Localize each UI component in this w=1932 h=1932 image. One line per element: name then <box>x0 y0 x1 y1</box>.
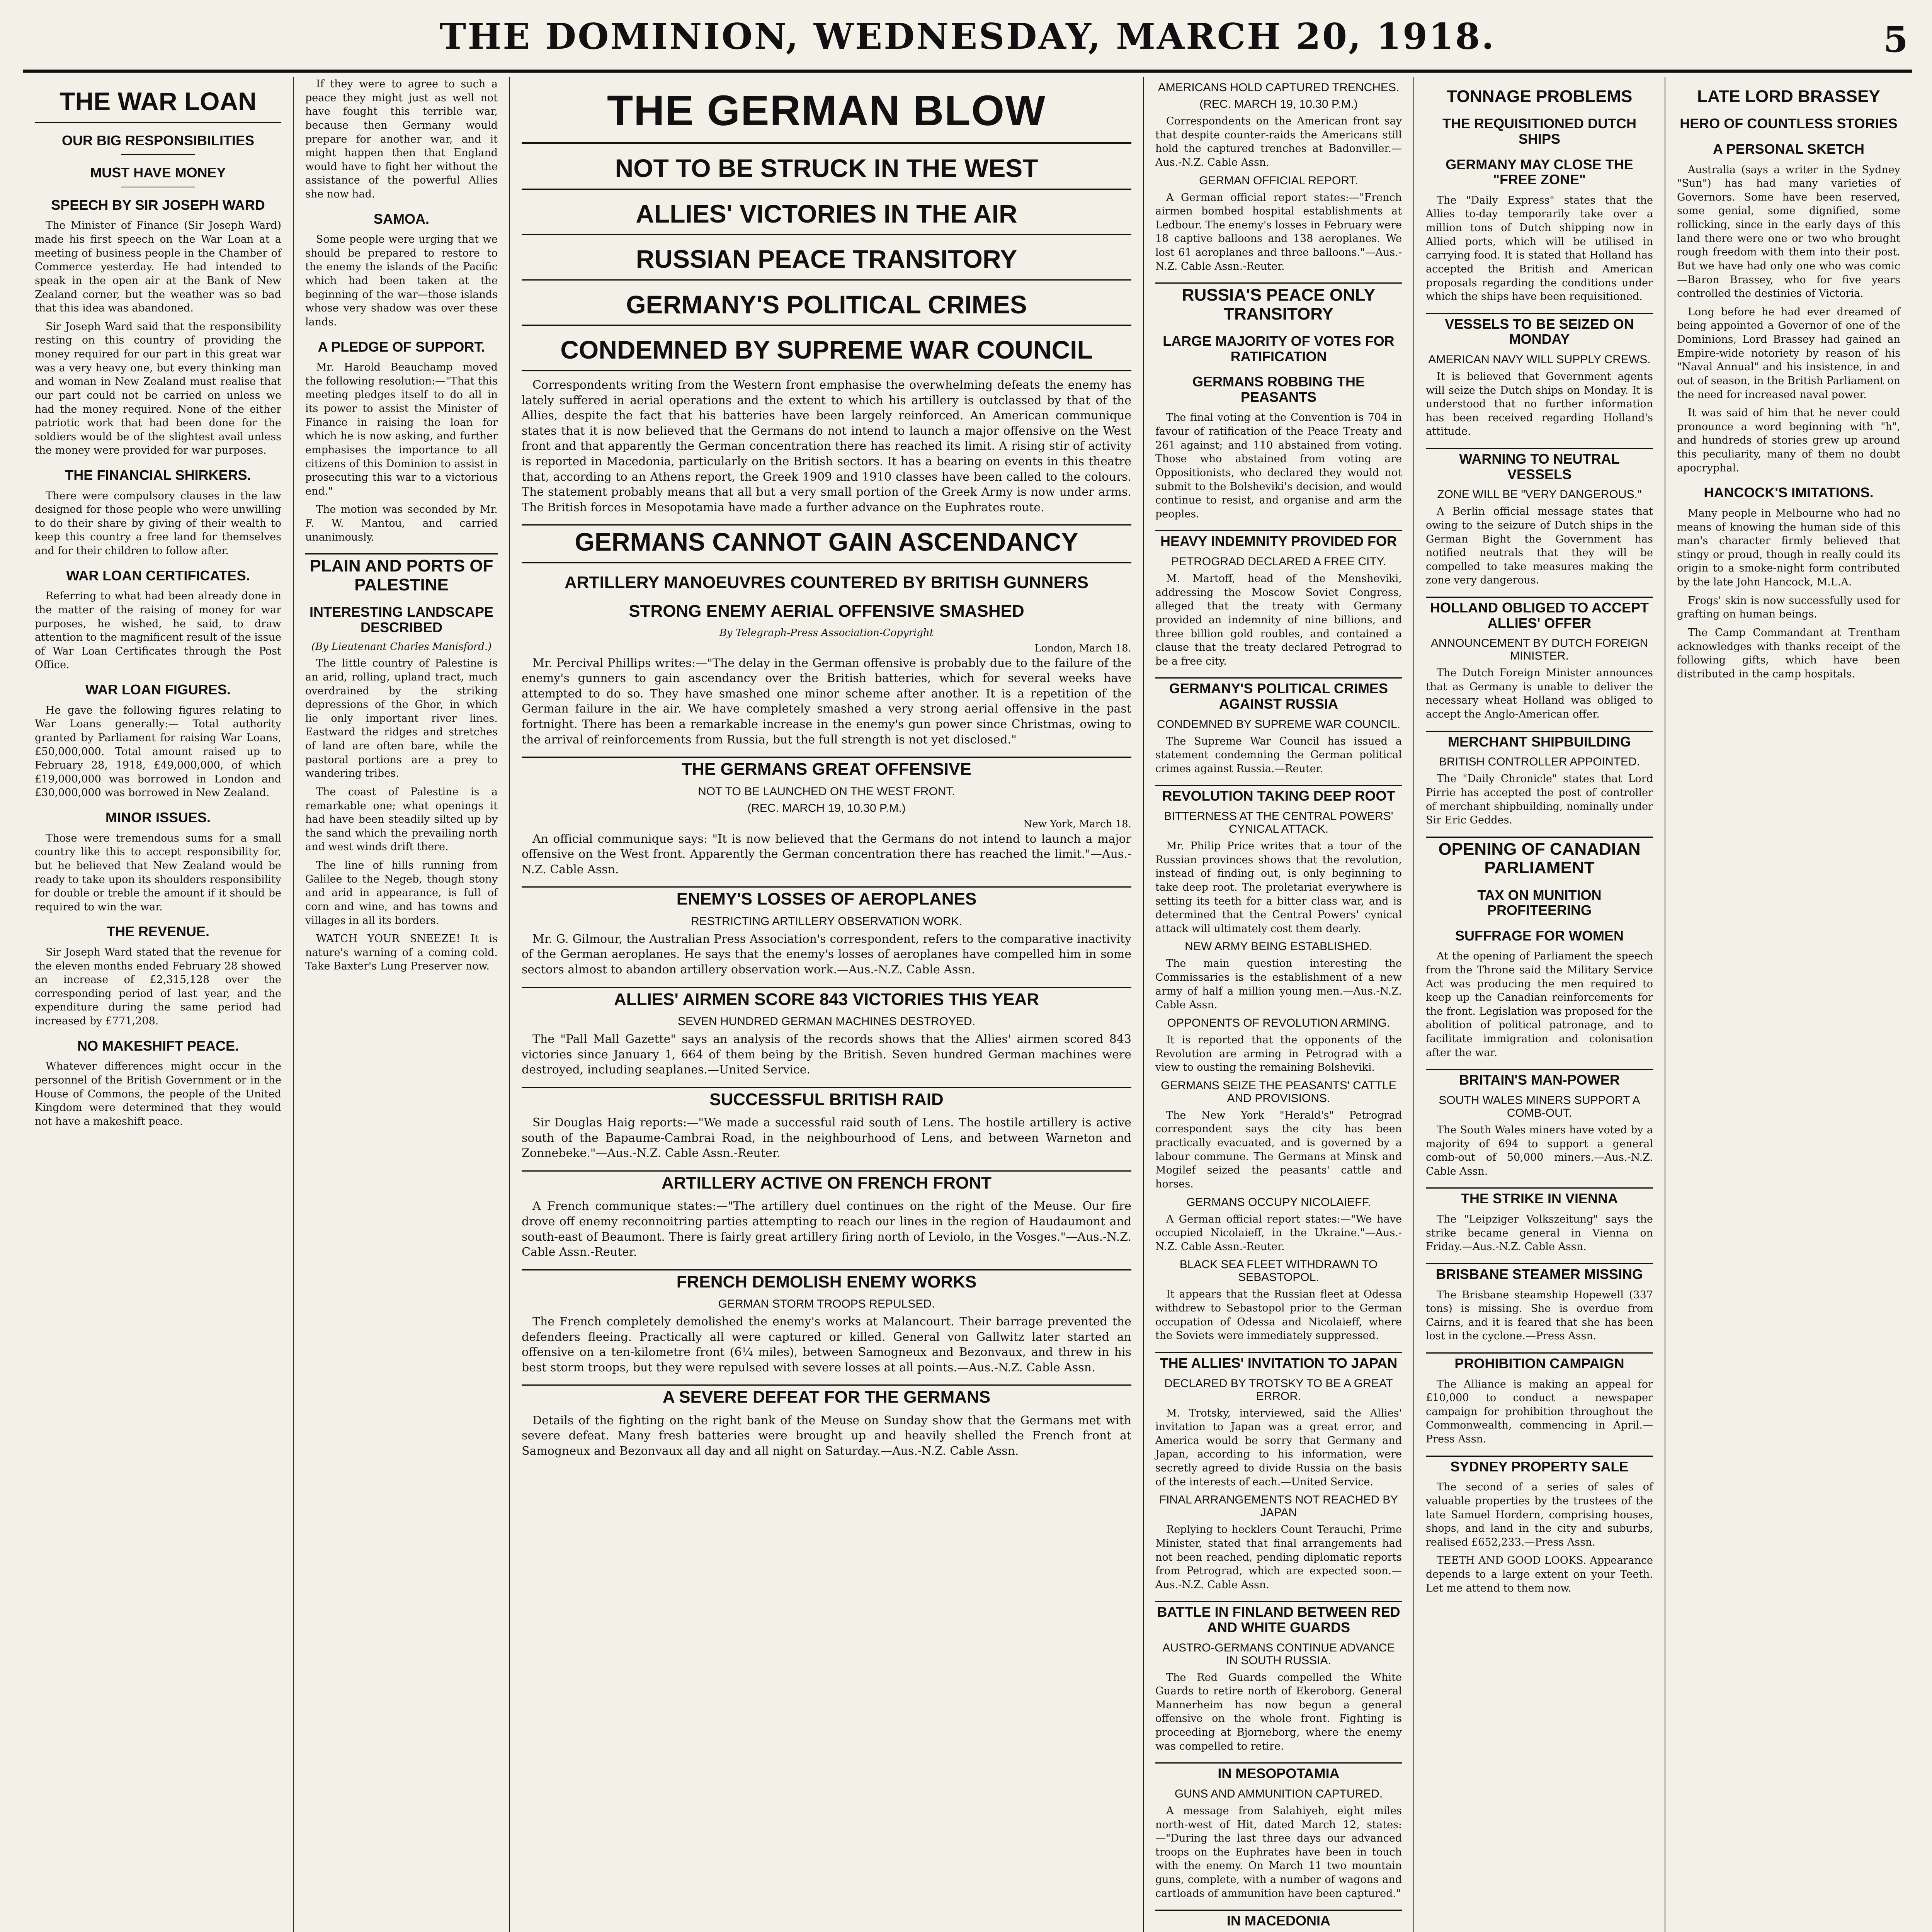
byline: (By Lieutenant Charles Manisford.) <box>311 641 492 653</box>
paragraph: The second of a series of sales of valuable properties by the trustees of the late Samuel Hordern, comprising houses, shops, and land in the city and suburbs, realised £652,233.—Press Assn. <box>1426 1481 1653 1548</box>
deck: AUSTRO-GERMANS CONTINUE ADVANCE IN SOUTH RUSSIA. <box>1162 1641 1395 1667</box>
section-headline: OPPONENTS OF REVOLUTION ARMING. <box>1167 1016 1390 1029</box>
paragraph: A German official report states:—"We have occupied Nicolaieff, in the Ukraine."—Aus.-N.Z. Cable Assn.-Reuter. <box>1155 1213 1402 1253</box>
paragraph: The final voting at the Convention is 704 in favour of ratification of the Peace Treaty and 261 against; and 110 abstained from voting. Those who abstained from voting are Oppositionists, who declared they would not submit to the Bolsheviki's decision, and would continue to resist, and organise and arm the peoples. <box>1155 412 1402 520</box>
section-headline: LATE LORD BRASSEY <box>1697 87 1880 106</box>
paragraph: The motion was seconded by Mr. F. W. Mantou, and carried unanimously. <box>305 503 498 543</box>
section-headline: PROHIBITION CAMPAIGN <box>1426 1352 1653 1371</box>
headline-war-loan: THE WAR LOAN <box>35 87 281 123</box>
paragraph: Referring to what had been already done in the matter of the raising of money for war purposes, he wished, he said, to draw attention to the magnificent result of the issue of War Loan Certificates through the Post Office. <box>35 590 281 671</box>
section-headline: OPENING OF CANADIAN PARLIAMENT <box>1426 837 1653 878</box>
paragraph: Those were tremendous sums for a small country like this to accept responsibility for, but he believed that New Zealand would be ready to take upon its shoulders responsibility for double or treble the amount if it should be required to win the war. <box>35 832 281 913</box>
column-6 <box>1665 77 1912 1932</box>
deck: CONDEMNED BY SUPREME WAR COUNCIL. <box>1156 718 1401 731</box>
paragraph: The Minister of Finance (Sir Joseph Ward) made his first speech on the War Loan at a meeting of business people in the Chamber of Commerce yesterday. He had intended to speak in the open air at the Bank of New Zealand corner, but the weather was so bad that this idea was abandoned. <box>35 219 281 315</box>
column-2 <box>294 77 510 1932</box>
paragraph: Long before he had ever dreamed of being appointed a Governor of one of the Dominions, Lord Brassey had gained an Empire-wide notoriety by reason of his "Naval Annual" and his insistence, in and out of season, in the British Parliament on the need for increased naval power. <box>1677 306 1900 401</box>
dateline: London, March 18. <box>1034 642 1131 654</box>
advertisement: WATCH YOUR SNEEZE! It is nature's warning of a coming cold. Take Baxter's Lung Preserver now. <box>305 933 498 973</box>
subhead: A PLEDGE OF SUPPORT. <box>318 338 485 355</box>
page-number: 5 <box>1883 19 1908 60</box>
paragraph: Sir Joseph Ward said that the responsibility resting on this country of providing the money required for our part in this great war was a very heavy one, but every thinking man and woman in New Zealand must realise that our part could not be carried on unless we had the money required. None of the either patriotic work that had been done for the soldiers would be of the slightest avail unless the money were provided for war purposes. <box>35 320 281 457</box>
section-headline: FRENCH DEMOLISH ENEMY WORKS <box>522 1269 1131 1291</box>
subhead: THE REVENUE. <box>106 923 210 940</box>
deck: SEVEN HUNDRED GERMAN MACHINES DESTROYED. <box>677 1015 976 1028</box>
paragraph: Mr. Philip Price writes that a tour of the Russian provinces shows that the revolution, instead of finding out, is only beginning to take deep root. The proletariat everywhere is setting its teeth for a bitter class war, and is determined that the Central Powers' cynical attack will ultimately cost them dearly. <box>1155 840 1402 935</box>
paragraph: It appears that the Russian fleet at Odessa withdrew to Sebastopol prior to the German occupation of Odessa and Nicolaieff, where the Soviets were immediately suppressed. <box>1155 1288 1402 1342</box>
paragraph: A message from Salahiyeh, eight miles north-west of Hit, dated March 12, states:—"During the last three days our advanced troops on the Euphrates have been in touch with the enemy. On March 11 two mountain guns, complete, with a number of wagons and cartloads of ammunition have been captured." <box>1155 1804 1402 1900</box>
section-headline: BRISBANE STEAMER MISSING <box>1426 1263 1653 1282</box>
deck: AMERICAN NAVY WILL SUPPLY CREWS. <box>1428 353 1651 366</box>
byline: By Telegraph-Press Association-Copyright <box>719 627 934 639</box>
section-headline: BATTLE IN FINLAND BETWEEN RED AND WHITE GUARDS <box>1155 1601 1402 1635</box>
deck: RUSSIAN PEACE TRANSITORY <box>522 245 1131 281</box>
paragraph: The coast of Palestine is a remarkable one; what openings it had have been steadily silted up by the sand which the prevailing north and west winds drift there. <box>305 786 498 853</box>
paragraph: Whatever differences might occur in the personnel of the British Government or in the House of Commons, the people of the United Kingdom were determined that they would not have a makeshift peace. <box>35 1060 281 1128</box>
paragraph: M. Trotsky, interviewed, said the Allies' invitation to Japan was a great error, and America would be sorry that Germany and Japan, according to his information, were secretly agreed to divide Russia on the basis of the interests of each.—United Service. <box>1155 1407 1402 1488</box>
paragraph: The "Pall Mall Gazette" says an analysis of the records shows that the Allies' airmen scored 843 victories since January 1, 664 of them being by the British. Seven hundred German machines were destroyed, including seaplanes.—United Service. <box>522 1032 1131 1077</box>
paragraph: Sir Joseph Ward stated that the revenue for the eleven months ended February 28 showed an increase of £2,315,128 over the corresponding period of last year, and the expenditure during the same period had increased by £771,208. <box>35 946 281 1027</box>
paragraph: The "Daily Chronicle" states that Lord Pirrie has accepted the post of controller of merchant shipbuilding, nominally under Sir Eric Geddes. <box>1426 773 1653 827</box>
paragraph: There were compulsory clauses in the law designed for those people who were unwilling to do their share by giving of their wealth to keep this country a free land for themselves and for their children to follow after. <box>35 490 281 557</box>
deck: BITTERNESS AT THE CENTRAL POWERS' CYNICAL ATTACK. <box>1164 810 1393 836</box>
paragraph: The Red Guards compelled the White Guards to retire north of Ekeroborg. General Mannerheim has now begun a general offensive on the whole front. Fighting is proceeding at Bjorneborg, where the enemy was compelled to retire. <box>1155 1671 1402 1752</box>
section-headline: IN MACEDONIA <box>1155 1910 1402 1929</box>
paragraph: The South Wales miners have voted by a majority of 694 to support a general comb-out of 50,000 miners.—Aus.-N.Z. Cable Assn. <box>1426 1124 1653 1177</box>
paragraph: It is reported that the opponents of the Revolution are arming in Petrograd with a view to ousting the remaining Bolsheviki. <box>1155 1034 1402 1074</box>
paragraph: The Brisbane steamship Hopewell (337 tons) is missing. She is overdue from Cairns, and it is feared that she has been lost in the cyclone.—Press Assn. <box>1426 1289 1653 1342</box>
paragraph: The Alliance is making an appeal for £10,000 to conduct a newspaper campaign for prohibition throughout the Commonwealth, commencing in April.—Press Assn. <box>1426 1378 1653 1446</box>
subhead: WAR LOAN FIGURES. <box>85 682 231 698</box>
paragraph: The line of hills running from Galilee to the Negeb, though stony and arid in appearance, is full of corn and wine, and has towns and villages in all its borders. <box>305 859 498 927</box>
deck: GERMAN STORM TROOPS REPULSED. <box>718 1298 935 1311</box>
section-headline: WARNING TO NEUTRAL VESSELS <box>1426 448 1653 482</box>
section-headline: MERCHANT SHIPBUILDING <box>1426 731 1653 750</box>
section-headline: NEW ARMY BEING ESTABLISHED. <box>1185 940 1372 953</box>
paragraph: An official communique says: "It is now believed that the Germans do not intend to launch a major offensive on the West front. Apparently the German concentration there has reached the limit."—Aus.-N.Z. Cable Assn. <box>522 832 1131 876</box>
section-headline: ENEMY'S LOSSES OF AEROPLANES <box>522 886 1131 908</box>
paragraph: The "Daily Express" states that the Allies to-day temporarily take over a million tons of Dutch shipping now in Allied ports, which will be utilised in carrying food. It is stated that Holland has accepted the British and American proposals regarding the conditions under which the ships have been requisitioned. <box>1426 194 1653 303</box>
section-headline: THE STRIKE IN VIENNA <box>1426 1187 1653 1206</box>
deck: MUST HAVE MONEY <box>90 165 226 181</box>
section-headline: SUCCESSFUL BRITISH RAID <box>522 1087 1131 1109</box>
section-headline: GERMANS OCCUPY NICOLAIEFF. <box>1186 1196 1371 1209</box>
paragraph: M. Martoff, head of the Mensheviki, addressing the Moscow Soviet Congress, alleged that the treaty with Germany provided an indemnity of nine billions, and three billion gold roubles, and contained a clause that the treaty declared Petrograd to be a free city. <box>1155 573 1402 667</box>
deck: BRITISH CONTROLLER APPOINTED. <box>1439 755 1640 769</box>
subhead: THE FINANCIAL SHIRKERS. <box>65 467 251 483</box>
section-headline: HEAVY INDEMNITY PROVIDED FOR <box>1155 530 1402 549</box>
deck: OUR BIG RESPONSIBILITIES <box>61 132 255 148</box>
deck: GUNS AND AMMUNITION CAPTURED. <box>1174 1787 1383 1800</box>
section-headline: FINAL ARRANGEMENTS NOT REACHED BY JAPAN <box>1159 1493 1398 1519</box>
section-headline: HOLLAND OBLIGED TO ACCEPT ALLIES' OFFER <box>1426 597 1653 631</box>
section-headline: GERMANS SEIZE THE PEASANTS' CATTLE AND PROVISIONS. <box>1161 1079 1396 1105</box>
received-line: (REC. MARCH 19, 10.30 P.M.) <box>1199 98 1358 111</box>
headline-palestine: PLAIN AND PORTS OF PALESTINE <box>305 553 498 594</box>
deck: STRONG ENEMY AERIAL OFFENSIVE SMASHED <box>629 602 1024 621</box>
deck: A PERSONAL SKETCH <box>1713 141 1865 157</box>
section-headline: IN MESOPOTAMIA <box>1155 1762 1402 1781</box>
section-headline: SYDNEY PROPERTY SALE <box>1426 1456 1653 1475</box>
paragraph: Mr. Harold Beauchamp moved the following resolution:—"That this meeting pledges itself to do all in its power to assist the Minister of Finance in raising the loan for which he is now asking, and further emphasises the importance to all citizens of this Dominion to assist in prosecuting this war to a victorious end." <box>305 361 498 497</box>
paragraph: Correspondents on the American front say that despite counter-raids the Americans still hold the captured trenches at Badonviller.—Aus.-N.Z. Cable Assn. <box>1155 115 1402 168</box>
paragraph: It was said of him that he never could pronounce a word beginning with "h", and hundreds of stories grew up around this peculiarity, many of them no doubt apocryphal. <box>1677 407 1900 474</box>
section-headline: REVOLUTION TAKING DEEP ROOT <box>1155 785 1402 804</box>
section-headline: VESSELS TO BE SEIZED ON MONDAY <box>1426 313 1653 347</box>
paragraph: Mr. Percival Phillips writes:—"The delay in the German offensive is probably due to the failure of the enemy's gunners to gain ascendancy over the British batteries, which for several weeks have attempted to do so. They have smashed one minor scheme after another. It is a repetition of the German failure in the air. We have completely smashed a very strong aerial offensive in the past fortnight. There has been a remarkable increase in the enemy's gun power since Christmas, owing to the arrival of reinforcements from Russia, but the full strength is not yet disclosed." <box>522 656 1131 747</box>
paragraph: Some people were urging that we should be prepared to restore to the enemy the islands of the Pacific which had been taken at the beginning of the war—those islands whose very shadow was over these lands. <box>305 233 498 328</box>
dateline: New York, March 18. <box>1023 818 1131 830</box>
column-5 <box>1414 77 1665 1932</box>
paragraph: The New York "Herald's" Petrograd correspondent says the city has been practically evacuated, and is governed by a labour commune. The Germans at Minsk and Mogilef seized the peasants' cattle and horses. <box>1155 1109 1402 1190</box>
deck: SOUTH WALES MINERS SUPPORT A COMB-OUT. <box>1439 1094 1640 1119</box>
section-headline: AMERICANS HOLD CAPTURED TRENCHES. <box>1158 81 1400 94</box>
deck: SUFFRAGE FOR WOMEN <box>1455 927 1624 944</box>
advertisement: TEETH AND GOOD LOOKS. Appearance depends to a large extent on your Teeth. Let me attend to them now. <box>1426 1554 1653 1594</box>
received-line: (REC. MARCH 19, 10.30 P.M.) <box>747 801 906 815</box>
deck: SPEECH BY SIR JOSEPH WARD <box>51 197 265 213</box>
deck: NOT TO BE LAUNCHED ON THE WEST FRONT. <box>698 785 955 798</box>
deck: LARGE MAJORITY OF VOTES FOR RATIFICATION <box>1163 333 1395 364</box>
paragraph: Sir Douglas Haig reports:—"We made a successful raid south of Lens. The hostile artillery is active south of the Bapaume-Cambrai Road, in the neighbourhood of Lens, and between Warneton and Zonnebeke."—Aus.-N.Z. Cable Assn.-Reuter. <box>522 1116 1131 1160</box>
paragraph: It is believed that Government agents will seize the Dutch ships on Monday. It is understood that no further information has been received regarding Holland's attitude. <box>1426 370 1653 438</box>
deck: DECLARED BY TROTSKY TO BE A GREAT ERROR. <box>1164 1377 1393 1403</box>
paragraph: The French completely demolished the enemy's works at Malancourt. Their barrage prevented the defenders fleeing. Practically all were captured or killed. General von Gallwitz later started an offensive on a ten-kilometre front (6¼ miles), between Samogneux and Bezonvaux, and threw in his best storm troops, but they were repulsed with severe losses at all points.—Aus.-N.Z. Cable Assn. <box>522 1315 1131 1374</box>
deck: TAX ON MUNITION PROFITEERING <box>1477 887 1602 918</box>
paragraph: The little country of Palestine is an arid, rolling, upland tract, much overdrained by the striking depressions of the Ghor, in which lie only important river lines. Eastward the ridges and stretches of land are often bare, while the pastoral portions are a prey to wandering tribes. <box>305 657 498 780</box>
deck: ANNOUNCEMENT BY DUTCH FOREIGN MINISTER. <box>1430 637 1648 663</box>
deck: GERMANY'S POLITICAL CRIMES <box>522 291 1131 326</box>
subhead: MINOR ISSUES. <box>105 810 211 826</box>
paragraph: Australia (says a writer in the Sydney "Sun") has had many varieties of Governors. Some have been reserved, some genial, some dignified, some rollicking, since in the early days of this land there were one or two who brought rough freedom with them into their post. But we have had only one who was comic—Baron Brassey, who for five years controlled the destinies of Victoria. <box>1677 163 1900 300</box>
section-headline: BRITAIN'S MAN-POWER <box>1426 1069 1653 1088</box>
section-headline: ALLIES' AIRMEN SCORE 843 VICTORIES THIS YEAR <box>522 987 1131 1009</box>
deck: THE REQUISITIONED DUTCH SHIPS <box>1442 116 1636 147</box>
subhead: WAR LOAN CERTIFICATES. <box>66 567 250 583</box>
masthead-title: THE DOMINION, WEDNESDAY, MARCH 20, 1918. <box>439 15 1496 57</box>
paragraph: Mr. G. Gilmour, the Australian Press Association's correspondent, refers to the comparative inactivity of the German aeroplanes. He says that the enemy's losses of aeroplanes have compelled him in some sectors almost to abandon artillery observation work.—Aus.-N.Z. Cable Assn. <box>522 932 1131 976</box>
paragraph: The Camp Commandant at Trentham acknowledges with thanks receipt of the following gifts, which have been distributed in the camp hospitals. <box>1677 626 1900 680</box>
paragraph: The Supreme War Council has issued a statement condemning the German political crimes against Russia.—Reuter. <box>1155 735 1402 775</box>
deck: GERMANS ROBBING THE PEASANTS <box>1192 374 1365 405</box>
column-3-lead-story <box>510 77 1144 1932</box>
section-headline: GERMANY'S POLITICAL CRIMES AGAINST RUSSIA <box>1155 677 1402 711</box>
paragraph: Many people in Melbourne who had no means of knowing the human side of this man's character firmly believed that stingy or proud, though in really could its origin to a smoke-night form contributed by the late John Hancock, M.L.A. <box>1677 507 1900 588</box>
deck: INTERESTING LANDSCAPE DESCRIBED <box>309 604 494 635</box>
paragraph: He gave the following figures relating to War Loans generally:— Total authority granted by Parliament for raising War Loans, £50,000,000. Total amount raised up to February 28, 1918, £49,000,000, of which £19,000,000 was borrowed in London and £30,000,000 was borrowed in New Zealand. <box>35 704 281 799</box>
subhead: SAMOA. <box>374 211 429 227</box>
column-4 <box>1144 77 1414 1932</box>
section-headline: BLACK SEA FLEET WITHDRAWN TO SEBASTOPOL. <box>1179 1258 1378 1284</box>
paragraph: A German official report states:—"French airmen bombed hospital establishments at Ledbour. The enemy's losses in February were 18 captive balloons and 138 aeroplanes. We lost 61 aeroplanes and three balloons."—Aus.-N.Z. Cable Assn.-Reuter. <box>1155 191 1402 272</box>
deck: ZONE WILL BE "VERY DANGEROUS." <box>1437 488 1642 501</box>
deck: CONDEMNED BY SUPREME WAR COUNCIL <box>522 336 1131 371</box>
masthead <box>23 12 1912 73</box>
section-headline: THE GERMANS GREAT OFFENSIVE <box>522 757 1131 779</box>
section-headline: RUSSIA'S PEACE ONLY TRANSITORY <box>1155 282 1402 323</box>
headline-german-blow: THE GERMAN BLOW <box>522 87 1131 144</box>
paragraph: The main question interesting the Commissaries is the establishment of a new army of half a million young men.—Aus.-N.Z. Cable Assn. <box>1155 957 1402 1011</box>
deck: ALLIES' VICTORIES IN THE AIR <box>522 200 1131 235</box>
paragraph: Frogs' skin is now successfully used for grafting on human beings. <box>1677 594 1900 621</box>
paragraph: Details of the fighting on the right bank of the Meuse on Sunday show that the Germans met with severe defeat. Many fresh batteries were brought up and heavily shelled the French front at Samogneux and Bezonvaux all day and all night on Saturday.—Aus.-N.Z. Cable Assn. <box>522 1413 1131 1458</box>
lead-paragraph: Correspondents writing from the Western front emphasise the overwhelming defeats the enemy has lately suffered in aerial operations and the extent to which his artillery is outclassed by that of the Allies, despite the fact that his batteries have been largely reinforced. An American communique states that it is now believed that the Germans do not intend to launch a major offensive on the West front and that apparently the German concentration there has reached its limit. A rising stir of activity is reported in Macedonia, particularly on the British sectors. It has a bearing on events in this theatre that, according to an Athens report, the Greek 1909 and 1910 classes have been called to the colours. The statement probably means that all but a very small portion of the Greek Army is now under arms. The British forces in Mesopotamia have made a further advance on the Euphrates route. <box>522 378 1131 514</box>
deck: PETROGRAD DECLARED A FREE CITY. <box>1171 555 1386 568</box>
deck: ARTILLERY MANOEUVRES COUNTERED BY BRITISH GUNNERS <box>565 573 1088 592</box>
paragraph: The Dutch Foreign Minister announces that as Germany is unable to deliver the necessary wheat Holland was obliged to accept the Anglo-American offer. <box>1426 667 1653 721</box>
section-headline: ARTILLERY ACTIVE ON FRENCH FRONT <box>522 1170 1131 1192</box>
paragraph: At the opening of Parliament the speech from the Throne said the Military Service Act was producing the men required to keep up the Canadian reinforcements for the front. Legislation was proposed for the abolition of political patronage, and to facilitate immigration and colonisation after the war. <box>1426 950 1653 1059</box>
deck: NOT TO BE STRUCK IN THE WEST <box>522 154 1131 190</box>
paragraph: A French communique states:—"The artillery duel continues on the right of the Meuse. Our fire drove off enemy reconnoitring parties attempting to reach our lines in the region of Haudaumont and south-east of Beaumont. There is fairly great artillery firing north of Leviolo, in the Vosges."—Aus.-N.Z. Cable Assn.-Reuter. <box>522 1199 1131 1259</box>
subhead: HANCOCK'S IMITATIONS. <box>1704 485 1874 501</box>
paragraph: A Berlin official message states that owing to the seizure of Dutch ships in the German Bight the Government has notified neutrals that they will be compelled to take measures making the zone very dangerous. <box>1426 505 1653 587</box>
column-1 <box>23 77 294 1932</box>
paragraph: If they were to agree to such a peace they might just as well not have fought this terrible war, because then Germany would prepare for another war, and it might happen then that England would have to fight her without the assistance of the powerful Allies she now had. <box>305 78 498 200</box>
deck: GERMANY MAY CLOSE THE "FREE ZONE" <box>1446 156 1633 188</box>
deck: RESTRICTING ARTILLERY OBSERVATION WORK. <box>691 915 962 928</box>
paragraph: The "Leipziger Volkszeitung" says the strike became general in Vienna on Friday.—Aus.-N.Z. Cable Assn. <box>1426 1213 1653 1253</box>
section-headline: TONNAGE PROBLEMS <box>1446 87 1633 106</box>
section-headline: A SEVERE DEFEAT FOR THE GERMANS <box>522 1384 1131 1406</box>
deck: HERO OF COUNTLESS STORIES <box>1680 116 1898 132</box>
section-headline: GERMAN OFFICIAL REPORT. <box>1199 174 1358 187</box>
section-headline: THE ALLIES' INVITATION TO JAPAN <box>1155 1352 1402 1371</box>
subhead: NO MAKESHIFT PEACE. <box>77 1037 239 1054</box>
paragraph: Replying to hecklers Count Terauchi, Prime Minister, stated that final arrangements had not been reached, pending diplomatic reports from Petrograd, which are expected soon.—Aus.-N.Z. Cable Assn. <box>1155 1524 1402 1591</box>
section-headline: GERMANS CANNOT GAIN ASCENDANCY <box>522 524 1131 563</box>
